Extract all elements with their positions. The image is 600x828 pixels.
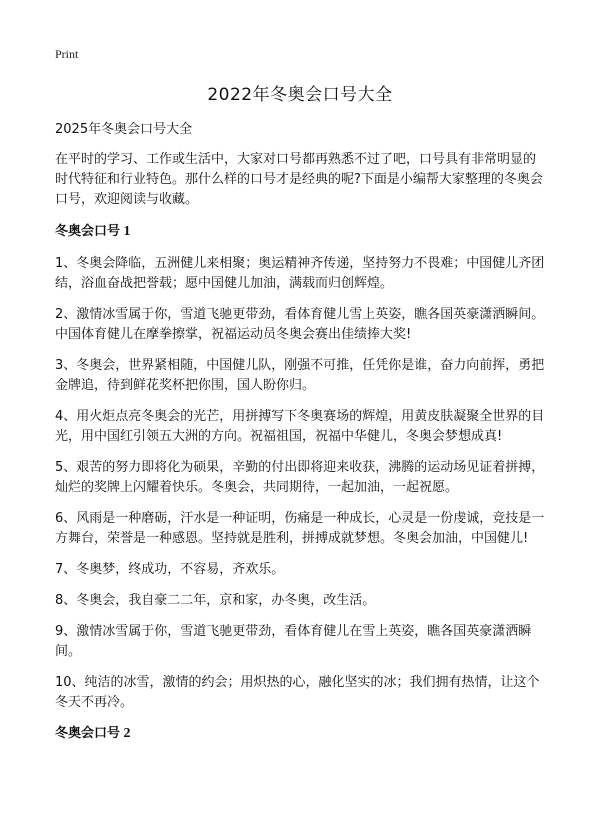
slogan-item: 1、冬奥会降临，五洲健儿来相聚；奥运精神齐传递，坚持努力不畏难；中国健儿齐团结，浴血奋战把誉载；愿中国健儿加油，满载而归创辉煌。	[55, 256, 545, 291]
slogan-item: 10、纯洁的冰雪，激情的约会；用炽热的心，融化坚实的冰；我们拥有热情，让这个冬天不再冷。	[55, 675, 540, 710]
slogan-item: 4、用火炬点亮冬奥会的光芒，用拼搏写下冬奥赛场的辉煌，用黄皮肤凝聚全世界的目光，用中国红引领五大洲的方向。祝福祖国，祝福中华健儿，冬奥会梦想成真!	[55, 409, 545, 444]
slogan-list	[55, 254, 547, 713]
article-body	[55, 120, 547, 756]
section-heading-number: 1	[123, 224, 131, 239]
slogan-item: 7、冬奥梦，终成功，不容易，齐欢乐。	[55, 562, 285, 577]
slogan-item: 8、冬奥会，我自豪二二年，京和家，办冬奥，改生活。	[55, 593, 376, 608]
intro-paragraph: 在平时的学习、工作或生活中，大家对口号都再熟悉不过了吧，口号具有非常明显的时代特征和行业特色。那什么样的口号才是经典的呢?下面是小编帮大家整理的冬奥会口号，欢迎阅读与收藏。	[55, 152, 543, 207]
article-subtitle: 2025年冬奥会口号大全	[55, 122, 193, 137]
page-title: 2022年冬奥会口号大全	[207, 85, 393, 105]
section-heading-2	[55, 724, 547, 744]
section-heading-number: 2	[123, 726, 131, 741]
section-heading-1	[55, 222, 547, 242]
section-heading-text: 冬奥会口号	[55, 726, 121, 741]
slogan-item: 5、艰苦的努力即将化为硕果，辛勤的付出即将迎来收获，沸腾的运动场见证着拼搏，灿烂的奖牌上闪耀着快乐。冬奥会，共同期待，一起加油，一起祝愿。	[55, 460, 545, 495]
slogan-item: 9、激情冰雪属于你，雪道飞驰更带劲，看体育健儿在雪上英姿，瞧各国英豪潇洒瞬间。	[55, 624, 532, 659]
slogan-item: 3、冬奥会，世界紧相随，中国健儿队，刚强不可推，任凭你是谁，奋力向前挥，勇把金牌追，待到鲜花奖杯把你围，国人盼你归。	[55, 358, 545, 393]
section-heading-text: 冬奥会口号	[55, 224, 121, 239]
print-link[interactable]: Print	[55, 47, 79, 61]
slogan-item: 2、激情冰雪属于你，雪道飞驰更带劲，看体育健儿雪上英姿，瞧各国英豪潇洒瞬间。中国体育健儿在摩拳擦掌，祝福运动员冬奥会赛出佳绩捧大奖!	[55, 307, 545, 342]
slogan-item: 6、风雨是一种磨砺，汗水是一种证明，伤痛是一种成长，心灵是一份虔诚，竞技是一方舞台，荣誉是一种感恩。坚持就是胜利，拼搏成就梦想。冬奥会加油，中国健儿!	[55, 511, 545, 546]
